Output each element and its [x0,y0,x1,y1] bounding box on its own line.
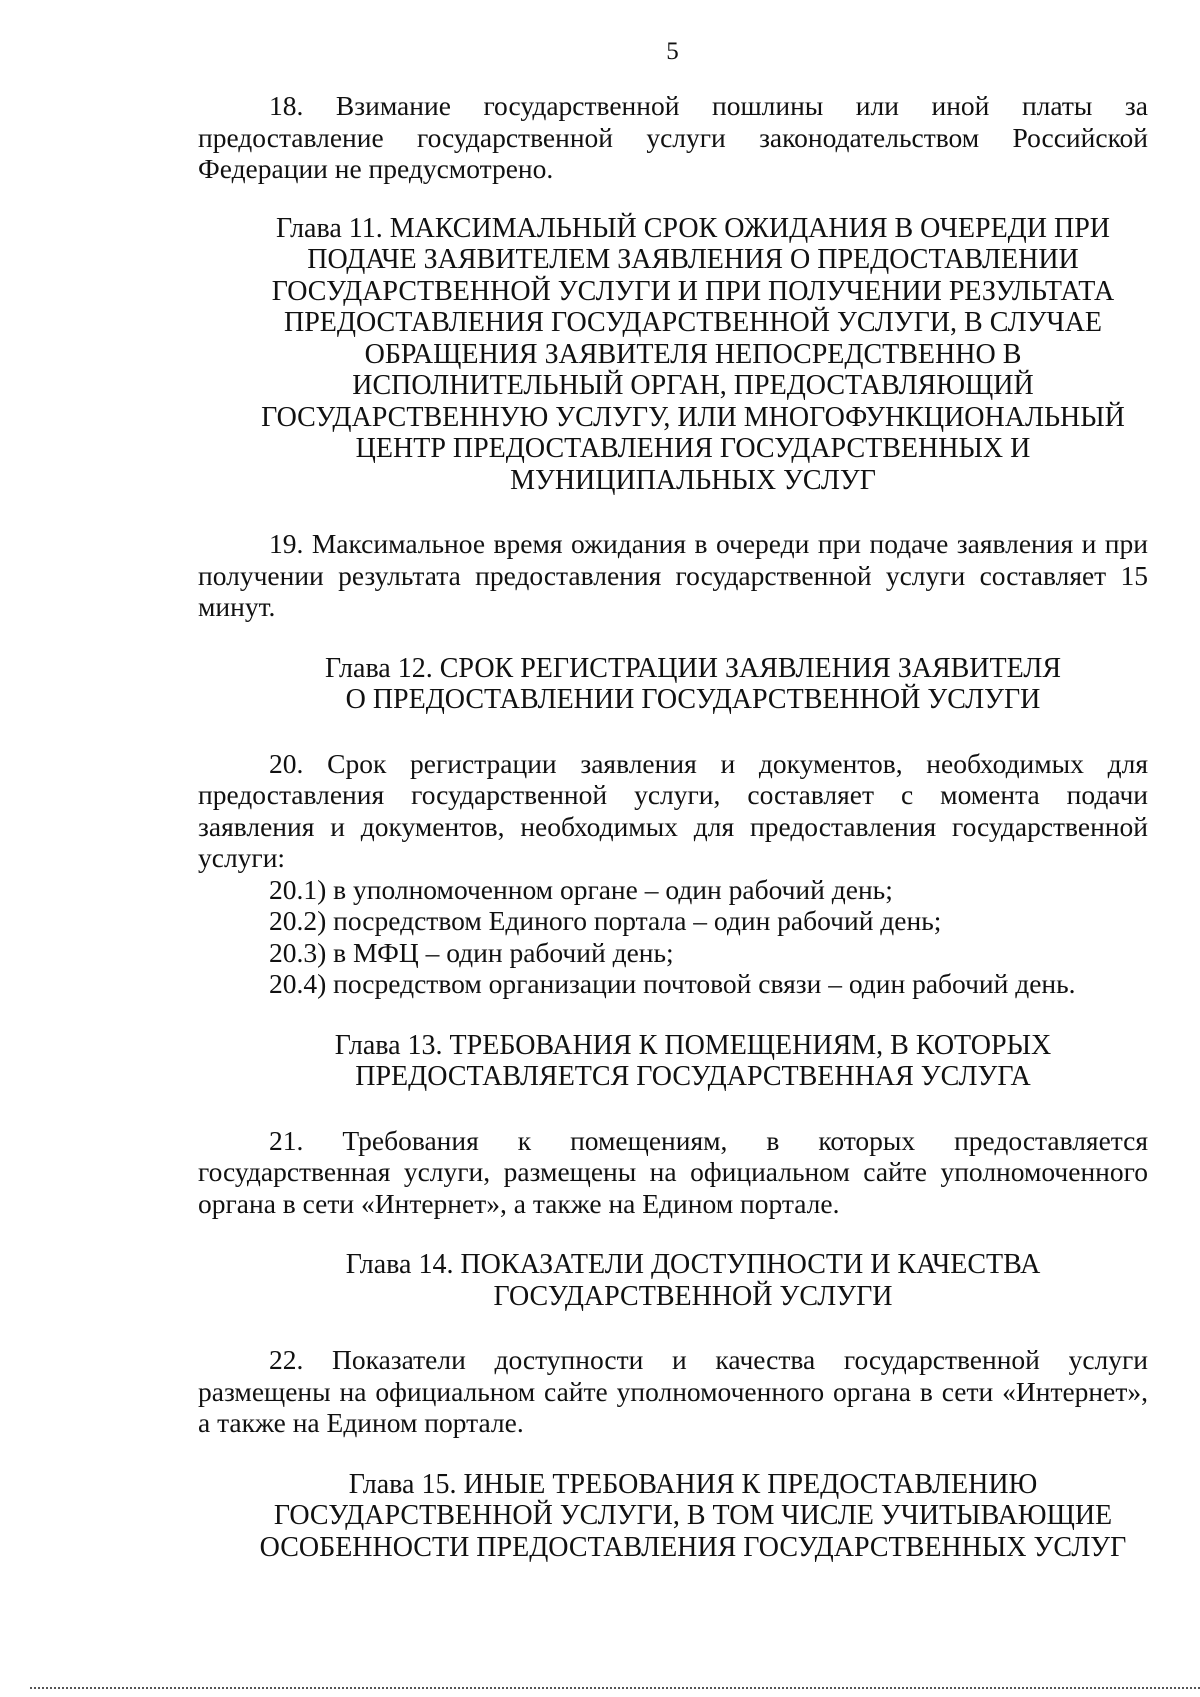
paragraph-18: 18. Взимание государственной пошлины или иной платы за предоставление государственной услуги законодательством Российской Федерации не предусмотрено. [198,90,1148,184]
paragraph-22: 22. Показатели доступности и качества государственной услуги размещены на официальном сайте уполномоченного органа в сети «Интернет», а также на Едином портале. [198,1344,1148,1438]
document-body [198,90,1148,1563]
heading-line: ПРЕДОСТАВЛЯЕТСЯ ГОСУДАРСТВЕННАЯ УСЛУГА [355,1061,1031,1092]
heading-line: Глава 11. МАКСИМАЛЬНЫЙ СРОК ОЖИДАНИЯ В ОЧЕРЕДИ ПРИ [275,212,1111,244]
list-item: 20.1) в уполномоченном органе – один рабочий день; [269,873,893,905]
paragraph-20-intro: 20. Срок регистрации заявления и документов, необходимых для предоставления государственной услуги, составляет с момента подачи заявления и документов, необходимых для предоставления государственной услуги: [198,747,1148,873]
heading-chapter-15 [198,1469,1148,1564]
heading-line: ГОСУДАРСТВЕННОЙ УСЛУГИ, В ТОМ ЧИСЛЕ УЧИТЫВАЮЩИЕ [273,1500,1113,1531]
heading-line: ОСОБЕННОСТИ ПРЕДОСТАВЛЕНИЯ ГОСУДАРСТВЕННЫХ УСЛУГ [259,1531,1127,1563]
heading-line: МУНИЦИПАЛЬНЫХ УСЛУГ [510,464,876,496]
page-number: 5 [666,38,679,65]
heading-line: ЦЕНТР ПРЕДОСТАВЛЕНИЯ ГОСУДАРСТВЕННЫХ И [355,433,1031,464]
heading-chapter-14 [198,1249,1148,1312]
heading-chapter-12 [198,653,1148,716]
heading-line: ГОСУДАРСТВЕННУЮ УСЛУГУ, ИЛИ МНОГОФУНКЦИОНАЛЬНЫЙ [261,401,1125,433]
list-item: 20.2) посредством Единого портала – один рабочий день; [269,905,942,936]
heading-chapter-11 [198,213,1148,497]
page-bottom-divider [30,1687,1200,1690]
list-item: 20.3) в МФЦ – один рабочий день; [269,936,674,968]
heading-line: О ПРЕДОСТАВЛЕНИИ ГОСУДАРСТВЕННОЙ УСЛУГИ [345,684,1041,715]
heading-line: Глава 14. ПОКАЗАТЕЛИ ДОСТУПНОСТИ И КАЧЕСТВА [345,1249,1041,1280]
heading-line: ПРЕДОСТАВЛЕНИЯ ГОСУДАРСТВЕННОЙ УСЛУГИ, В СЛУЧАЕ [283,307,1103,338]
heading-line: ГОСУДАРСТВЕННОЙ УСЛУГИ [493,1280,893,1312]
paragraph-21: 21. Требования к помещениям, в которых предоставляется государственная услуги, размещены на официальном сайте уполномоченного органа в сети «Интернет», а также на Едином портале. [198,1124,1148,1219]
heading-line: ГОСУДАРСТВЕННОЙ УСЛУГИ И ПРИ ПОЛУЧЕНИИ РЕЗУЛЬТАТА [271,275,1115,307]
heading-line: Глава 13. ТРЕБОВАНИЯ К ПОМЕЩЕНИЯМ, В КОТОРЫХ [334,1029,1052,1061]
heading-line: ОБРАЩЕНИЯ ЗАЯВИТЕЛЯ НЕПОСРЕДСТВЕННО В [364,338,1022,370]
paragraph-20-list [198,874,1148,1000]
heading-line: Глава 15. ИНЫЕ ТРЕБОВАНИЯ К ПРЕДОСТАВЛЕНИЮ [348,1468,1038,1500]
paragraph-19: 19. Максимальное время ожидания в очереди при подаче заявления и при получении результата предоставления государственной услуги составляет 15 минут. [198,528,1148,622]
list-item: 20.4) посредством организации почтовой связи – один рабочий день. [269,968,1076,999]
heading-chapter-13 [198,1030,1148,1093]
heading-line: Глава 12. СРОК РЕГИСТРАЦИИ ЗАЯВЛЕНИЯ ЗАЯВИТЕЛЯ [324,652,1062,684]
heading-line: ИСПОЛНИТЕЛЬНЫЙ ОРГАН, ПРЕДОСТАВЛЯЮЩИЙ [352,370,1034,401]
heading-line: ПОДАЧЕ ЗАЯВИТЕЛЕМ ЗАЯВЛЕНИЯ О ПРЕДОСТАВЛЕНИИ [307,244,1079,275]
